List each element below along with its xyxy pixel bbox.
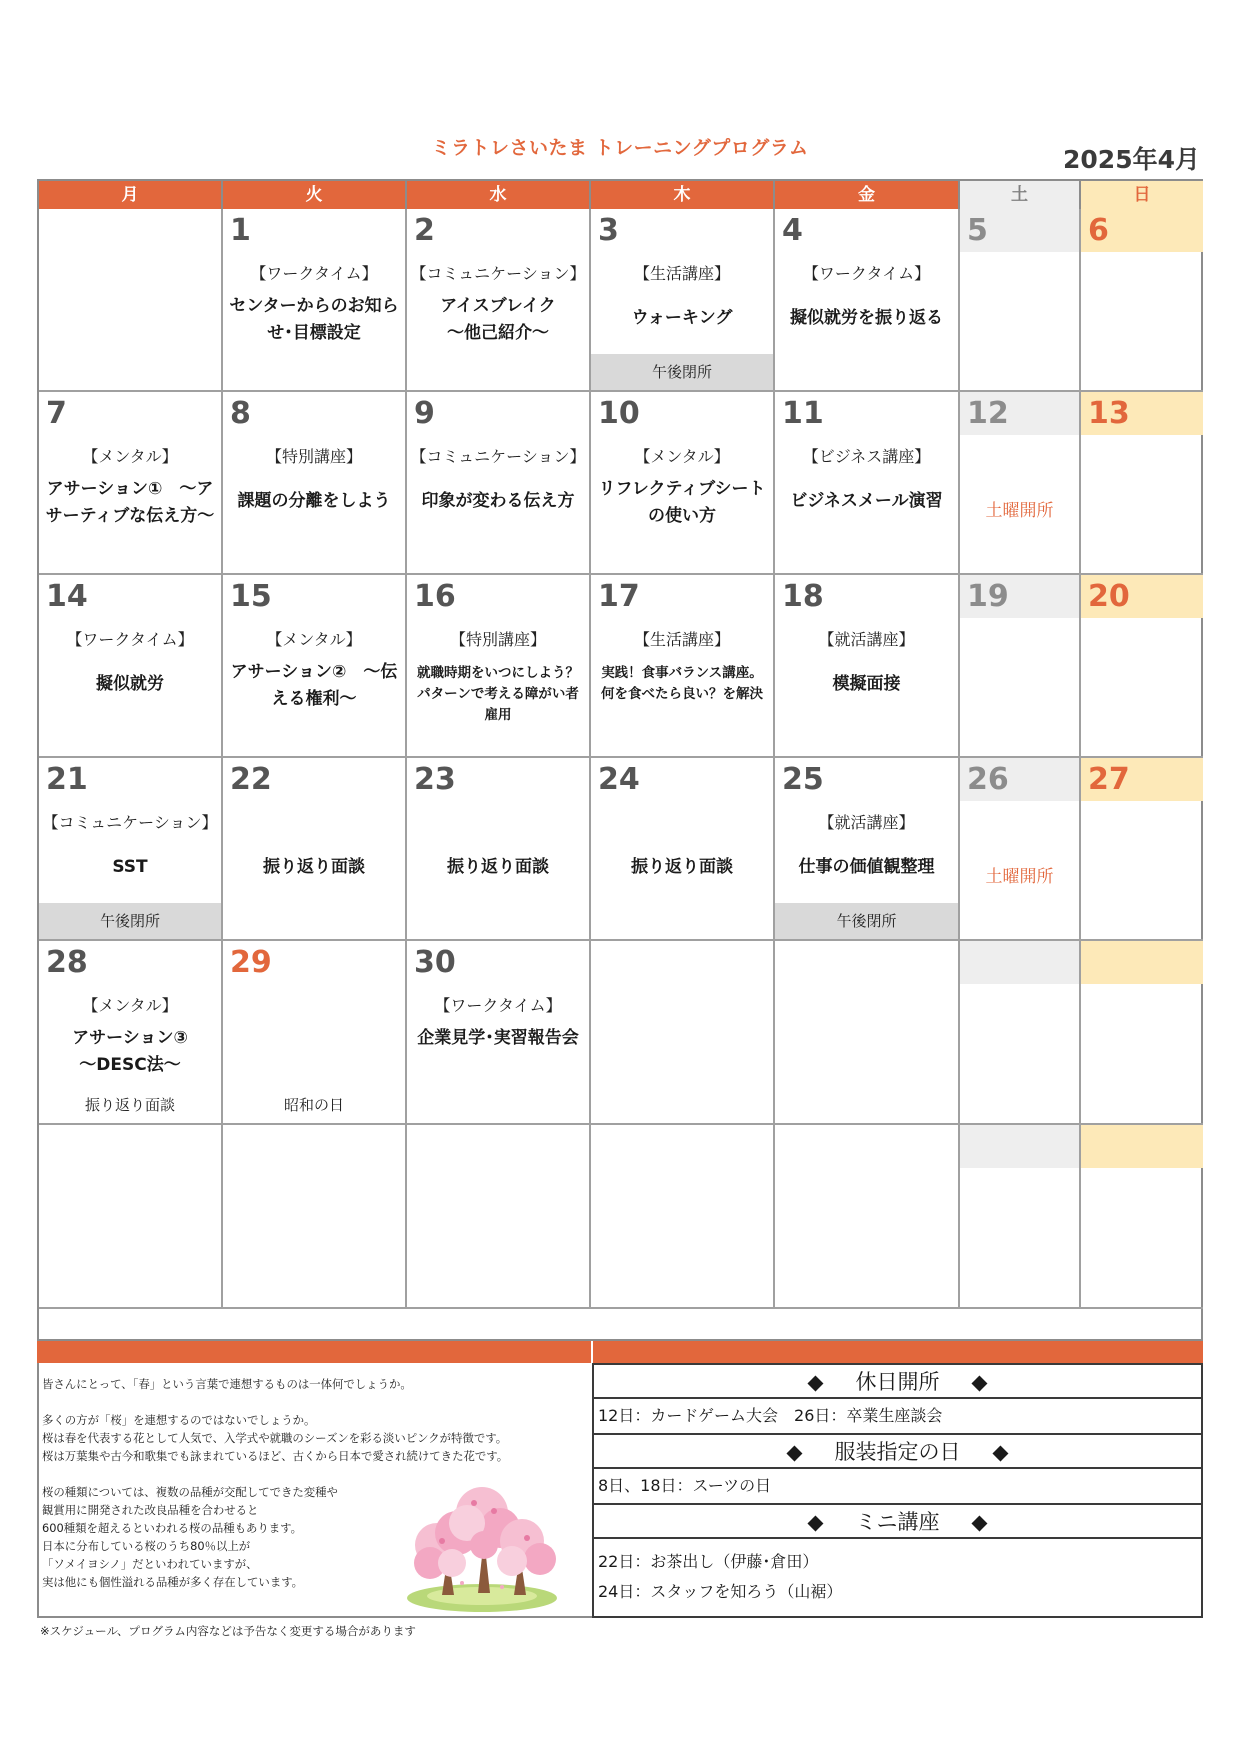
day-number: 4 bbox=[782, 213, 803, 248]
day-cell-7 bbox=[39, 392, 223, 575]
footnote: ※スケジュール、プログラム内容などは予告なく変更する場合があります bbox=[40, 1624, 416, 1638]
day-category: 【特別講座】 bbox=[449, 630, 546, 649]
dress-heading bbox=[594, 1435, 1201, 1469]
day-topic: 振り返り面談 bbox=[447, 857, 549, 877]
day-category: 【ワークタイム】 bbox=[434, 996, 562, 1015]
holiday-text: 12日：カードゲーム大会 26日：卒業生座談会 bbox=[598, 1406, 943, 1425]
day-cell-empty bbox=[1081, 941, 1203, 1125]
diamond-icon: ◆ bbox=[807, 1370, 824, 1394]
day-cell-3 bbox=[591, 209, 775, 392]
day-topic: アサーション③ ～DESC法～ bbox=[72, 1028, 188, 1075]
day-cell-6 bbox=[1081, 209, 1203, 392]
day-number: 25 bbox=[782, 762, 824, 797]
dress-title: 服装指定の日 bbox=[834, 1440, 961, 1464]
info-panel bbox=[592, 1363, 1203, 1618]
day-cell-11 bbox=[775, 392, 960, 575]
holiday-title: 休日開所 bbox=[855, 1370, 940, 1394]
day-cell-9 bbox=[407, 392, 591, 575]
day-cell-23 bbox=[407, 758, 591, 941]
essay-line: 桜は万葉集や古今和歌集でも詠まれているほど、古くから日本で愛され続けてきた花です。 bbox=[42, 1449, 509, 1463]
page-title: ミラトレさいたま トレーニングプログラム bbox=[431, 137, 809, 159]
day-topic: センターからのお知らせ･目標設定 bbox=[229, 296, 399, 343]
saturday-open-label: 土曜開所 bbox=[985, 867, 1054, 887]
day-topic: アサーション① ～アサーティブな伝え方～ bbox=[45, 479, 215, 526]
day-topic: ビジネスメール演習 bbox=[790, 491, 943, 511]
essay-line: 皆さんにとって、「春」という言葉で連想するものは一体何でしょうか。 bbox=[42, 1377, 412, 1391]
day-topic: 擬似就労 bbox=[96, 674, 164, 694]
day-category: 【メンタル】 bbox=[82, 447, 178, 466]
day-cell-29 bbox=[223, 941, 407, 1125]
day-cell-empty bbox=[1081, 1125, 1203, 1309]
day-number: 18 bbox=[782, 579, 824, 614]
day-cell-18 bbox=[775, 575, 960, 758]
day-category: 【特別講座】 bbox=[265, 447, 362, 466]
day-topic: リフレクティブシートの使い方 bbox=[598, 479, 766, 526]
weekday-tue: 火 bbox=[223, 181, 407, 209]
sunday-band bbox=[1081, 1125, 1203, 1168]
day-number: 14 bbox=[46, 579, 88, 614]
essay-line: 600種類を超えるといわれる桜の品種もあります。 bbox=[42, 1521, 303, 1535]
day-category: 【就活講座】 bbox=[818, 813, 915, 832]
day-cell-empty bbox=[591, 941, 775, 1125]
day-cell-24 bbox=[591, 758, 775, 941]
day-topic: 企業見学･実習報告会 bbox=[417, 1028, 579, 1048]
day-number: 1 bbox=[230, 213, 251, 248]
day-number: 7 bbox=[46, 396, 67, 431]
day-cell-25 bbox=[775, 758, 960, 941]
day-category: 【ビジネス講座】 bbox=[802, 447, 931, 466]
day-topic: 擬似就労を振り返る bbox=[790, 308, 943, 328]
month-label: 2025年4月 bbox=[1063, 145, 1200, 174]
essay-line: 日本に分布している桜のうち80％以上が bbox=[42, 1539, 251, 1553]
day-number: 3 bbox=[598, 213, 619, 248]
day-topic: 仕事の価値観整理 bbox=[798, 857, 935, 877]
weekday-wed: 水 bbox=[407, 181, 591, 209]
day-cell-21 bbox=[39, 758, 223, 941]
diamond-icon: ◆ bbox=[992, 1440, 1009, 1464]
day-cell-22 bbox=[223, 758, 407, 941]
mini-line: 24日：スタッフを知ろう（山裾） bbox=[598, 1582, 843, 1601]
day-cell-14 bbox=[39, 575, 223, 758]
day-cell-4 bbox=[775, 209, 960, 392]
mini-heading bbox=[594, 1505, 1201, 1539]
day-number: 29 bbox=[230, 945, 272, 980]
day-category: 【コミュニケーション】 bbox=[410, 447, 586, 466]
day-note: 午後閉所 bbox=[39, 903, 221, 939]
day-category: 【生活講座】 bbox=[633, 630, 730, 649]
day-cell-empty bbox=[960, 1125, 1081, 1309]
diamond-icon: ◆ bbox=[971, 1510, 988, 1534]
day-number: 15 bbox=[230, 579, 272, 614]
day-cell-2 bbox=[407, 209, 591, 392]
section-divider-bar bbox=[37, 1341, 1203, 1363]
day-note: 午後閉所 bbox=[775, 903, 958, 939]
day-cell-5 bbox=[960, 209, 1081, 392]
essay-line: 多くの方が「桜」を連想するのではないでしょうか。 bbox=[42, 1413, 316, 1427]
essay-line: 桜の種類については、複数の品種が交配してできた変種や bbox=[42, 1485, 338, 1499]
day-cell-empty bbox=[39, 1125, 223, 1309]
day-number: 10 bbox=[598, 396, 640, 431]
day-topic: 模擬面接 bbox=[832, 674, 901, 694]
essay-line: 「ソメイヨシノ」だといわれていますが、 bbox=[42, 1557, 258, 1571]
day-cell-empty bbox=[775, 1125, 960, 1309]
day-cell-empty bbox=[407, 1125, 591, 1309]
weekday-sat: 土 bbox=[960, 181, 1081, 209]
day-number: 26 bbox=[967, 762, 1009, 797]
dress-text: 8日、18日：スーツの日 bbox=[598, 1476, 772, 1495]
day-number: 5 bbox=[967, 213, 988, 248]
day-topic: ウォーキング bbox=[631, 308, 733, 328]
day-number: 11 bbox=[782, 396, 824, 431]
diamond-icon: ◆ bbox=[786, 1440, 803, 1464]
day-category: 【ワークタイム】 bbox=[802, 264, 931, 283]
day-cell-empty bbox=[960, 941, 1081, 1125]
day-category: 【コミュニケーション】 bbox=[42, 813, 218, 832]
day-number: 23 bbox=[414, 762, 456, 797]
day-category: 【コミュニケーション】 bbox=[410, 264, 586, 283]
day-topic: アイスブレイク ～他己紹介～ bbox=[440, 296, 556, 343]
day-cell-1 bbox=[223, 209, 407, 392]
day-number: 27 bbox=[1088, 762, 1130, 797]
day-number: 30 bbox=[414, 945, 456, 980]
day-category: 【生活講座】 bbox=[633, 264, 730, 283]
day-cell-8 bbox=[223, 392, 407, 575]
day-number: 21 bbox=[46, 762, 88, 797]
day-number: 2 bbox=[414, 213, 435, 248]
day-category: 【メンタル】 bbox=[82, 996, 178, 1015]
day-cell-26 bbox=[960, 758, 1081, 941]
day-category: 【メンタル】 bbox=[266, 630, 362, 649]
day-cell-empty bbox=[591, 1125, 775, 1309]
diamond-icon: ◆ bbox=[971, 1370, 988, 1394]
weekday-header bbox=[39, 181, 1201, 209]
day-category: 【ワークタイム】 bbox=[250, 264, 378, 283]
day-category: 【メンタル】 bbox=[634, 447, 730, 466]
essay-line: 観賞用に開発された改良品種を合わせると bbox=[42, 1503, 259, 1517]
weekday-thu: 木 bbox=[591, 181, 775, 209]
day-cell-15 bbox=[223, 575, 407, 758]
holiday-heading bbox=[594, 1365, 1201, 1399]
day-cell-28 bbox=[39, 941, 223, 1125]
sunday-band bbox=[1081, 941, 1203, 984]
day-number: 24 bbox=[598, 762, 640, 797]
day-topic: 就職時期をいつにしよう？パターンで考える障がい者雇用 bbox=[417, 665, 579, 723]
day-number: 8 bbox=[230, 396, 251, 431]
mini-line: 22日：お茶出し（伊藤･倉田） bbox=[598, 1552, 819, 1571]
day-cell-empty bbox=[775, 941, 960, 1125]
day-topic: アサーション② ～伝える権利～ bbox=[230, 662, 398, 709]
day-cell-17 bbox=[591, 575, 775, 758]
day-number: 28 bbox=[46, 945, 88, 980]
diamond-icon: ◆ bbox=[807, 1510, 824, 1534]
day-number: 20 bbox=[1088, 579, 1130, 614]
day-number: 19 bbox=[967, 579, 1009, 614]
day-cell-empty bbox=[223, 1125, 407, 1309]
day-number: 16 bbox=[414, 579, 456, 614]
day-cell-20 bbox=[1081, 575, 1203, 758]
day-number: 22 bbox=[230, 762, 272, 797]
day-number: 6 bbox=[1088, 213, 1109, 248]
day-number: 13 bbox=[1088, 396, 1130, 431]
calendar-grid bbox=[37, 179, 1203, 1341]
day-number: 9 bbox=[414, 396, 435, 431]
mini-title: ミニ講座 bbox=[855, 1510, 940, 1534]
day-topic: 振り返り面談 bbox=[263, 857, 365, 877]
day-cell-empty bbox=[39, 209, 223, 392]
saturday-band bbox=[960, 1125, 1079, 1168]
day-cell-13 bbox=[1081, 392, 1203, 575]
weekday-mon: 月 bbox=[39, 181, 223, 209]
day-note: 昭和の日 bbox=[283, 1096, 344, 1114]
essay-panel bbox=[37, 1363, 593, 1618]
day-category: 【ワークタイム】 bbox=[66, 630, 194, 649]
cherry-blossom-illustration bbox=[402, 1483, 562, 1613]
day-note: 振り返り面談 bbox=[84, 1096, 175, 1114]
day-number: 17 bbox=[598, 579, 640, 614]
essay-line: 実は他にも個性溢れる品種が多く存在しています。 bbox=[42, 1575, 304, 1589]
day-topic: 振り返り面談 bbox=[631, 857, 733, 877]
day-cell-27 bbox=[1081, 758, 1203, 941]
essay-line: 桜は春を代表する花として人気で、入学式や就職のシーズンを彩る淡いピンクが特徴です。 bbox=[42, 1431, 508, 1445]
day-topic: 実践！食事バランス講座。何を食べたら良い？を解決 bbox=[601, 665, 763, 702]
day-topic: SST bbox=[112, 857, 148, 877]
day-cell-10 bbox=[591, 392, 775, 575]
day-note: 午後閉所 bbox=[591, 354, 773, 390]
day-cell-19 bbox=[960, 575, 1081, 758]
saturday-band bbox=[960, 941, 1079, 984]
day-number: 12 bbox=[967, 396, 1009, 431]
day-cell-30 bbox=[407, 941, 591, 1125]
day-cell-16 bbox=[407, 575, 591, 758]
weekday-fri: 金 bbox=[775, 181, 960, 209]
saturday-open-label: 土曜開所 bbox=[985, 501, 1054, 521]
day-cell-12 bbox=[960, 392, 1081, 575]
day-topic: 印象が変わる伝え方 bbox=[421, 491, 575, 511]
day-topic: 課題の分離をしよう bbox=[237, 491, 391, 511]
day-category: 【就活講座】 bbox=[818, 630, 915, 649]
weekday-sun: 日 bbox=[1081, 181, 1203, 209]
